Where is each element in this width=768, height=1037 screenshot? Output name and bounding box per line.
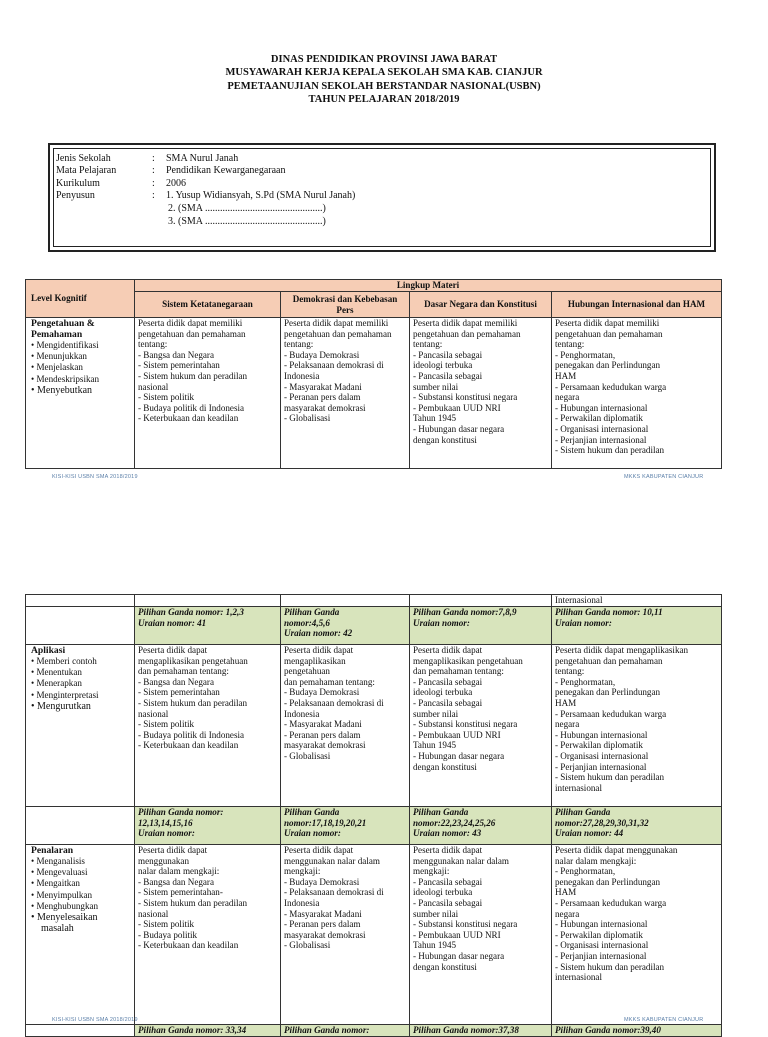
cell-line: - Budaya politik di Indonesia [138,402,245,413]
cell-line: pengetahuan dan pemahaman [555,328,663,339]
cell-line: - Sistem hukum dan peradilan [138,897,248,908]
cell-line: - Budaya politik di Indonesia [138,729,245,740]
cell-line: Uraian nomor: 42 [284,628,353,639]
info-row [168,216,326,228]
cell-line: - Pembukaan UUD NRI [413,402,501,413]
level-bullet: • Mengevaluasi [31,867,88,878]
cell-line: nasional [138,708,169,719]
material-cell [410,645,552,807]
level-bullet-text: Menyelesaikan [37,912,98,924]
cell-line: - Budaya Demokrasi [284,349,360,360]
cell-line: - Persamaan kedudukan warga [555,708,667,719]
level-bullet-text: Mengidentifikasi [36,340,99,350]
cell-line: Pilihan Ganda nomor: 1,2,3 [138,607,244,617]
cell-line: - Penghormatan, [555,349,616,360]
cell-line: - Globalisasi [284,940,331,951]
cell-line: - Pelaksanaan demokrasi di [284,697,384,708]
level-title: Pemahaman [31,329,83,340]
cell-line: - Hubungan internasional [555,729,648,740]
cell-line: - Bangsa dan Negara [138,676,215,687]
level-cell [26,318,135,469]
cell-line: - Sistem pemerintahan [138,687,220,698]
cell-line: Peserta didik dapat menggunakan [555,845,678,855]
info-sep: : [152,153,155,164]
cell-line: - Masyarakat Madani [284,719,362,730]
cell-line: Indonesia [284,897,320,908]
cell-line: - Peranan pers dalam [284,392,361,403]
question-number-cell [135,607,281,645]
cell-line: - Substansi konstitusi negara [413,392,518,403]
cell-line: - Penghormatan, [555,866,616,877]
cell-line: Pilihan Ganda [284,807,340,817]
level-bullet-text: Menentukan [36,667,82,678]
cell-line: negara [555,392,580,403]
cell-line: mengaplikasikan [284,655,346,666]
level-bullet-text: Memberi contoh [36,656,97,666]
cell-line: - Peranan pers dalam [284,729,361,740]
cell-line: - Organisasi internasional [555,750,649,761]
cell-line: - Perwakilan diplomatik [555,413,643,424]
cell-line: Pilihan Ganda nomor: [138,807,224,817]
cell-line: - Persamaan kedudukan warga [555,897,667,908]
info-value: Pendidikan Kewarganegaraan [166,165,286,176]
cell-line: Peserta didik dapat memiliki [413,318,518,328]
cell-line: - Keterbukaan dan keadilan [138,940,239,951]
document-heading [0,53,768,107]
cell-line: pengetahuan dan pemahaman [555,655,663,666]
material-cell [281,645,410,807]
info-value: 2. (SMA ...............................................) [168,203,326,214]
level-bullet: • Menerapkan [31,678,82,689]
question-number-cell [410,607,552,645]
cell-line: - Budaya Demokrasi [284,687,360,698]
cell-line: - Organisasi internasional [555,940,649,951]
cell-line: - Perwakilan diplomatik [555,740,643,751]
cell-line: Uraian nomor: 44 [555,828,624,839]
level-bullet-text: Menyimpulkan [36,889,93,900]
info-value: SMA Nurul Janah [166,153,239,164]
empty-cell [26,1025,135,1037]
footer-left: KISI-KISI USBN SMA 2018/2019 [52,474,138,480]
cell-line: mengkaji: [413,866,450,877]
level-title: Penalaran [31,845,74,856]
cell-line: - Masyarakat Madani [284,908,362,919]
cell-line: mengkaji: [284,866,321,877]
level-bullet-text: Mendeskripsikan [36,373,100,384]
cell-line: - Organisasi internasional [555,423,649,434]
cell-line: nomor:4,5,6 [284,617,330,628]
level-bullet: • Menghubungkan [31,900,99,911]
cell-line: - Hubungan dasar negara [413,950,505,961]
cell-line: - Budaya politik [138,929,198,940]
question-number-cell: Pilihan Ganda nomor:37,38 [410,1025,552,1037]
cell-line: Peserta didik dapat [138,645,208,655]
cell-line: - Globalisasi [284,413,331,424]
cell-line: pengetahuan dan pemahaman [413,328,521,339]
question-number-cell [410,807,552,845]
info-label: Penyusun [56,190,95,201]
cell-line: - Perjanjian internasional [555,950,647,961]
footer-right: MKKS KABUPATEN CIANJUR [624,1017,704,1023]
cell-line: Peserta didik dapat [284,845,354,855]
cell-line: mengaplikasikan pengetahuan [413,655,523,666]
question-number-cell [552,607,722,645]
cell-line: HAM [555,370,577,381]
cell-line: penegakan dan Perlindungan [555,876,661,887]
question-number-cell [281,807,410,845]
question-number-cell: Pilihan Ganda nomor: [281,1025,410,1037]
level-bullet-text: Menginterpretasi [36,689,99,700]
cell-line: Uraian nomor: 43 [413,828,482,839]
cell-line: - Sistem hukum dan peradilan [138,370,248,381]
cell-line: ideologi terbuka [413,687,473,698]
cell-line: Indonesia [284,370,320,381]
empty-cell [281,595,410,607]
cell-line: Uraian nomor: [284,828,341,839]
empty-cell [26,607,135,645]
level-bullet: • Mengaitkan [31,878,80,889]
cell-line: dengan konstitusi [413,434,477,445]
cell-line: Pilihan Ganda nomor:7,8,9 [413,607,517,617]
cell-line: - Sistem hukum dan peradilan [555,772,665,783]
info-sep: : [152,178,155,189]
cell-line: Peserta didik dapat memiliki [555,318,660,328]
level-bullet-text: Menjelaskan [36,362,83,373]
cell-line: pengetahuan dan pemahaman [138,328,246,339]
cell-line: penegakan dan Perlindungan [555,687,661,698]
cell-line: internasional [555,972,602,983]
cell-line: Pilihan Ganda [284,607,340,617]
level-bullet: • Mengurutkan [31,700,91,712]
level-bullet-text: Mengurutkan [37,700,91,712]
level-bullet-text: Menganalisis [36,856,85,866]
cell-line: - Substansi konstitusi negara [413,919,518,930]
cell-line: menggunakan [138,855,190,866]
question-number-cell: Pilihan Ganda nomor:39,40 [552,1025,722,1037]
mapping-table-page2 [25,594,722,1037]
cell-line: nalar dalam mengkaji: [138,866,220,877]
cell-line: nomor:22,23,24,25,26 [413,817,496,828]
cell-line: Pilihan Ganda nomor: 10,11 [555,607,663,617]
info-label: Jenis Sekolah [56,153,111,164]
cell-line: mengaplikasikan pengetahuan [138,655,248,666]
cell-line: - Pancasila sebagai [413,697,483,708]
info-row [56,153,238,165]
material-cell [410,845,552,1025]
cell-line: Peserta didik dapat memiliki [138,318,243,328]
cell-line: nomor:17,18,19,20,21 [284,817,367,828]
cell-line: - Sistem politik [138,919,195,930]
cell-line: - Hubungan dasar negara [413,423,505,434]
continued-text: Internasional [552,595,722,607]
info-label: Mata Pelajaran [56,165,117,176]
cell-line: dan pemahaman tentang: [284,676,375,687]
footer-right: MKKS KABUPATEN CIANJUR [624,474,704,480]
cell-line: - Keterbukaan dan keadilan [138,740,239,751]
info-row [56,190,355,202]
cell-line: - Perwakilan diplomatik [555,929,643,940]
info-value: 1. Yusup Widiansyah, S.Pd (SMA Nurul Janah) [166,190,356,201]
info-row [56,178,186,190]
level-bullet: • Mendeskripsikan [31,373,100,384]
cell-line: - Pancasila sebagai [413,349,483,360]
cell-line: - Pancasila sebagai [413,897,483,908]
cell-line: - Masyarakat Madani [284,381,362,392]
cell-line: - Sistem politik [138,719,195,730]
cell-line: Pilihan Ganda [413,807,469,817]
cell-line: Uraian nomor: [555,617,612,628]
level-bullet: • Memberi contoh [31,656,97,666]
cell-line: sumber nilai [413,381,459,392]
heading-line: PEMETAANUJIAN SEKOLAH BERSTANDAR NASIONAL(USBN) [227,80,541,92]
scope-header: Lingkup Materi [135,280,722,292]
cell-line: Uraian nomor: [413,617,470,628]
cell-line: nalar dalam mengkaji: [555,855,637,866]
cell-line: penegakan dan Perlindungan [555,360,661,371]
empty-cell [26,595,135,607]
level-bullet-text: Mengevaluasi [36,867,88,878]
cell-line: HAM [555,697,577,708]
cell-line: tentang: [138,339,168,350]
cell-line: menggunakan nalar dalam [413,855,509,866]
column-header: Dasar Negara dan Konstitusi [410,292,552,318]
level-bullet: • Menjelaskan [31,362,83,373]
cell-line: - Sistem hukum dan peradilan [555,445,665,456]
cell-line: Peserta didik dapat mengaplikasikan [555,645,689,655]
level-cell [26,845,135,1025]
cell-line: - Pancasila sebagai [413,876,483,887]
level-bullet: • Menyebutkan [31,384,93,396]
level-bullet-text: Menyebutkan [37,384,93,396]
cell-line: Uraian nomor: [138,828,195,839]
cell-line: masyarakat demokrasi [284,929,366,940]
level-bullet-continuation [31,923,131,934]
cell-line: - Perjanjian internasional [555,434,647,445]
cell-line: - Globalisasi [284,750,331,761]
cell-line: - Hubungan internasional [555,919,648,930]
cell-line: masyarakat demokrasi [284,402,366,413]
cell-line: - Hubungan dasar negara [413,750,505,761]
cell-line: dengan konstitusi [413,961,477,972]
cell-line: - Sistem politik [138,392,195,403]
cell-line: dan pemahaman tentang: [138,666,229,677]
cell-line: Tahun 1945 [413,413,457,424]
cell-line: Peserta didik dapat [138,845,208,855]
question-number-cell [281,607,410,645]
cell-line: ideologi terbuka [413,887,473,898]
cell-line: - Pancasila sebagai [413,676,483,687]
cell-line: Peserta didik dapat memiliki [284,318,389,328]
cell-line: internasional [555,782,602,793]
material-cell [281,845,410,1025]
material-cell [552,645,722,807]
level-bullet-text: Menghubungkan [36,900,99,911]
school-info-box [48,143,716,252]
cell-line: - Substansi konstitusi negara [413,719,518,730]
cell-line: dan pemahaman tentang: [413,666,504,677]
footer-left: KISI-KISI USBN SMA 2018/2019 [52,1017,138,1023]
material-cell [552,845,722,1025]
cell-line: - Sistem pemerintahan [138,360,220,371]
empty-cell [410,595,552,607]
cell-line: - Pelaksanaan demokrasi di [284,887,384,898]
cell-line: - Peranan pers dalam [284,919,361,930]
cell-line: - Pembukaan UUD NRI [413,929,501,940]
question-number-cell: Pilihan Ganda nomor: 33,34 [135,1025,281,1037]
cell-line: Tahun 1945 [413,740,457,751]
info-sep: : [152,165,155,176]
cell-line: Pilihan Ganda [555,807,611,817]
cell-line: - Perjanjian internasional [555,761,647,772]
material-cell [135,645,281,807]
cell-line: tentang: [555,666,585,677]
cell-line: - Pancasila sebagai [413,370,483,381]
cell-line: negara [555,719,580,730]
cell-line: nasional [138,381,169,392]
level-header: Level Kognitif [26,280,135,318]
cell-line: nomor:27,28,29,30,31,32 [555,817,649,828]
cell-line: ideologi terbuka [413,360,473,371]
cell-line: pengetahuan dan pemahaman [284,328,392,339]
material-cell [410,318,552,469]
cell-line: - Hubungan internasional [555,402,648,413]
cell-line: nasional [138,908,169,919]
cell-line: - Bangsa dan Negara [138,349,215,360]
info-sep: : [152,190,155,201]
heading-line: MUSYAWARAH KERJA KEPALA SEKOLAH SMA KAB. CIANJUR [225,67,543,79]
cell-line: negara [555,908,580,919]
level-bullet: • Menentukan [31,667,82,678]
cell-line: sumber nilai [413,708,459,719]
cell-line: dengan konstitusi [413,761,477,772]
cell-line: Indonesia [284,708,320,719]
level-bullet: • Menunjukkan [31,351,87,362]
level-bullet-text: Menunjukkan [36,351,87,362]
level-bullet-text: Mengaitkan [36,878,80,889]
cell-line: - Sistem hukum dan peradilan [555,961,665,972]
cell-line: tentang: [555,339,585,350]
cell-line: - Sistem hukum dan peradilan [138,697,248,708]
empty-cell [26,807,135,845]
question-number-cell [135,807,281,845]
column-header: Demokrasi dan Kebebasan Pers [281,292,410,318]
level-bullet: • Menginterpretasi [31,689,99,700]
cell-line: - Keterbukaan dan keadilan [138,413,239,424]
material-cell [552,318,722,469]
level-bullet: • Menyelesaikan [31,912,98,924]
cell-line: - Penghormatan, [555,676,616,687]
empty-cell [135,595,281,607]
info-value: 2006 [166,178,186,189]
cell-line: - Pembukaan UUD NRI [413,729,501,740]
level-bullet-text: Menerapkan [36,678,82,689]
question-number-cell [552,807,722,845]
heading-line: TAHUN PELAJARAN 2018/2019 [308,94,460,106]
level-title: Aplikasi [31,645,66,656]
level-cell [26,645,135,807]
cell-line: sumber nilai [413,908,459,919]
material-cell [135,845,281,1025]
column-header: Hubungan Internasional dan HAM [552,292,722,318]
cell-line: - Budaya Demokrasi [284,876,360,887]
heading-line: DINAS PENDIDIKAN PROVINSI JAWA BARAT [270,54,498,65]
level-bullet: • Menyimpulkan [31,889,93,900]
info-label: Kurikulum [56,178,100,189]
cell-line: HAM [555,887,577,898]
level-bullet: • Mengidentifikasi [31,340,99,350]
cell-line: Tahun 1945 [413,940,457,951]
mapping-table-page1 [25,279,722,469]
info-row [168,203,326,215]
cell-line: - Persamaan kedudukan warga [555,381,667,392]
cell-line: - Bangsa dan Negara [138,876,215,887]
level-bullet-text: masalah [41,923,74,935]
cell-line: Peserta didik dapat [413,645,483,655]
cell-line: masyarakat demokrasi [284,740,366,751]
cell-line: pengetahuan [284,666,330,677]
cell-line: menggunakan nalar dalam [284,855,380,866]
cell-line: tentang: [284,339,314,350]
cell-line: - Sistem pemerintahan- [138,887,223,898]
level-bullet: • Menganalisis [31,856,85,866]
info-row [56,165,286,177]
level-title: Pengetahuan & [31,318,95,329]
cell-line: tentang: [413,339,443,350]
cell-line: Peserta didik dapat [413,845,483,855]
cell-line: - Pelaksanaan demokrasi di [284,360,384,371]
info-value: 3. (SMA ...............................................) [168,216,326,227]
cell-line: 12,13,14,15,16 [138,817,193,828]
cell-line: Peserta didik dapat [284,645,354,655]
material-cell [281,318,410,469]
material-cell [135,318,281,469]
cell-line: Uraian nomor: 41 [138,617,207,628]
column-header: Sistem Ketatanegaraan [135,292,281,318]
